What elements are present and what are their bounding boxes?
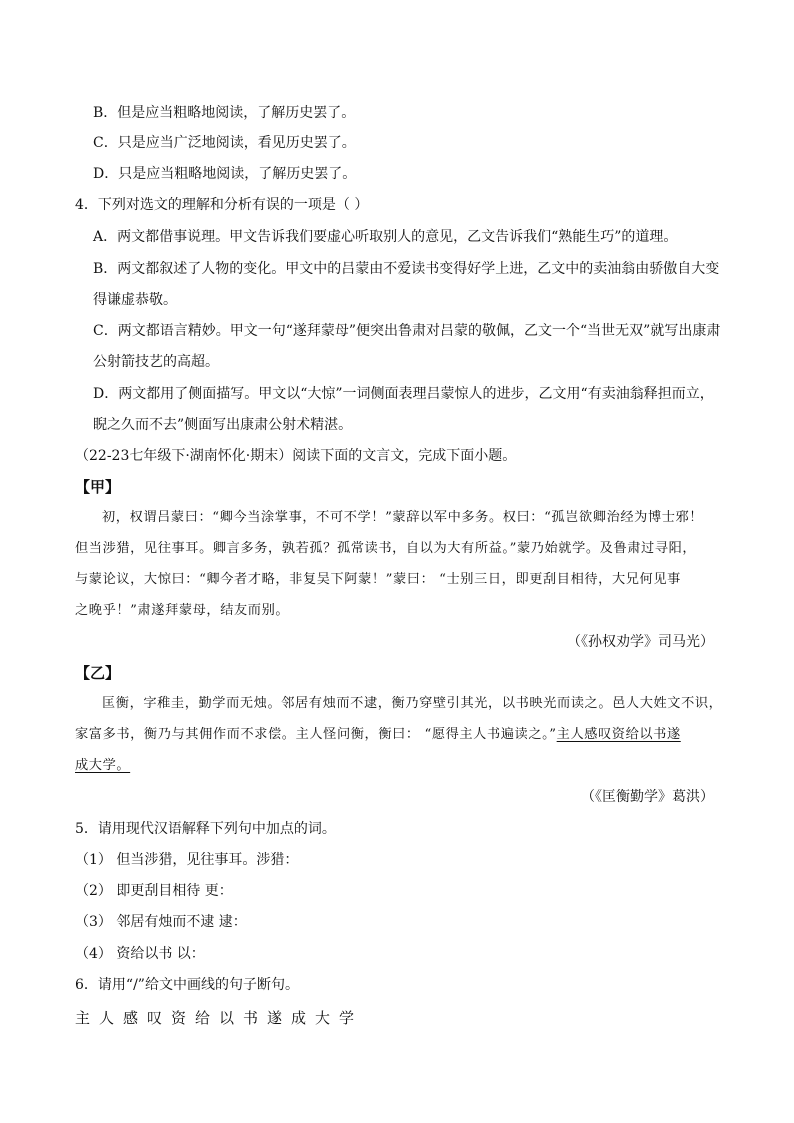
yi-heading: 【乙】 <box>75 664 121 682</box>
q5-item-3: （3） 邻居有烛而不逮 逮： <box>75 914 247 930</box>
q5-item-4: （4） 资给以书 以： <box>75 946 205 962</box>
yi-line-1: 匡衡，字稚圭，勤学而无烛。邻居有烛而不逮，衡乃穿壁引其光，以书映光而读之。邑人大姓文不识， <box>102 696 723 711</box>
q4-stem: 4．下列对选文的理解和分析有误的一项是（ ） <box>75 197 369 213</box>
q4-option-d-line2: 睨之久而不去”侧面写出康肃公射术精湛。 <box>93 417 353 433</box>
q3-option-d: D．只是应当粗略地阅读，了解历史罢了。 <box>93 166 357 182</box>
jia-heading: 【甲】 <box>75 478 121 496</box>
q4-option-c-line2: 公射箭技艺的高超。 <box>93 354 219 370</box>
q4-option-a: A．两文都借事说理。甲文告诉我们要虚心听取别人的意见，乙文告诉我们“熟能生巧”的道理。 <box>93 229 678 245</box>
q4-option-d-line1: D．两文都用了侧面描写。甲文以“大惊”一词侧面表理吕蒙惊人的进步，乙文用“有卖油翁释担而立， <box>93 386 714 402</box>
q4-option-c-line1: C．两文都语言精妙。甲文一句“遂拜蒙母”便突出鲁肃对吕蒙的敬佩，乙文一个“当世无双”就写出康肃 <box>93 323 721 339</box>
yi-source: （《匡衡勤学》葛洪） <box>581 789 714 805</box>
yi-underlined-part-1: 主人感叹资给以书遂 <box>556 727 681 742</box>
q3-option-b: B．但是应当粗略地阅读，了解历史罢了。 <box>93 105 356 121</box>
q5-item-1: （1） 但当涉猎，见往事耳。涉猎： <box>75 852 299 868</box>
q4-option-b-line2: 得谦虚恭敬。 <box>93 292 177 308</box>
jia-line-4: 之晚乎！”肃遂拜蒙母，结友而别。 <box>75 603 290 618</box>
jia-line-2: 但当涉猎，见往事耳。卿言多务，孰若孤？孤常读书，自以为大有所益。”蒙乃始就学。及鲁肃过寻阳， <box>75 541 697 556</box>
q3-option-c: C．只是应当广泛地阅读，看见历史罢了。 <box>93 135 356 151</box>
jia-line-3: 与蒙论议，大惊曰：“卿今者才略，非复吴下阿蒙！”蒙曰： “士别三日，即更刮目相待，大兄何见事 <box>75 572 681 587</box>
jia-source: （《孙权劝学》司马光） <box>567 634 714 650</box>
q5-stem: 5．请用现代汉语解释下列句中加点的词。 <box>75 821 336 837</box>
passage-intro: （22-23七年级下·湖南怀化·期末）阅读下面的文言文，完成下面小题。 <box>75 448 517 464</box>
q6-sentence: 主人感叹资给以书遂成大学 <box>75 1009 364 1027</box>
jia-line-1: 初，权谓吕蒙曰：“卿今当涂掌事，不可不学！”蒙辞以军中多务。权曰：“孤岂欲卿治经为博士邪！ <box>102 510 704 525</box>
yi-underlined-part-2: 成大学。 <box>75 758 131 773</box>
q6-stem: 6．请用“/”给文中画线的句子断句。 <box>75 977 299 993</box>
q4-option-b-line1: B．两文都叙述了人物的变化。甲文中的吕蒙由不爱读书变得好学上进，乙文中的卖油翁由骄傲自大变 <box>93 261 720 277</box>
q5-item-2: （2） 即更刮目相待 更： <box>75 883 233 899</box>
yi-line-2 <box>75 725 681 745</box>
yi-line-2-plain: 家富多书，衡乃与其佣作而不求偿。主人怪问衡，衡曰： “愿得主人书遍读之。” <box>75 727 557 742</box>
